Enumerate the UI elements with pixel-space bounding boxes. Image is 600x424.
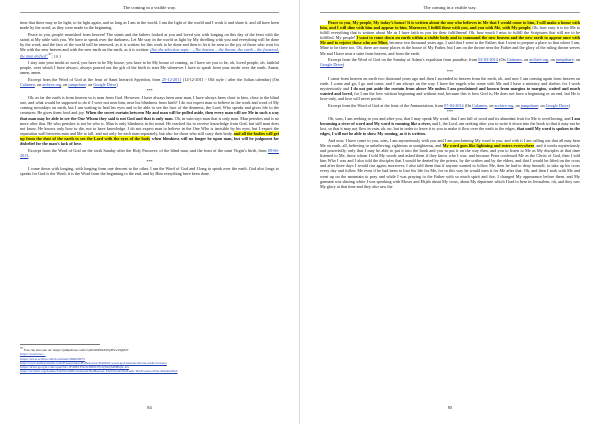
close-paren: ) (568, 102, 570, 108)
right-source-1 (320, 57, 580, 67)
sep: , on (34, 81, 43, 87)
source-1-text: Excerpt from the Word of God at the feast of Saint hierarch Spyridon, from (28, 76, 162, 82)
left-paragraph-5: I come down with longing, with longing from one descent to the other. I am the Word of God and I long to speak over the earth. God also longs to speaks for God is the Word; it is the Word from the beginning to the end, and by Him everything have been done. (20, 166, 279, 177)
para-4-text-2: , and it works mysteriously and powerfully, only that I may be able to put it into the book and you to put it on the way then, and you to listen to Me as My disciples at that time listened to Me, those whom I told My words and asked them if they know who I was, and because Peter confessed Me as the Christ of God, then I told him Who I was and I also told the disciples that I would be denied by the priests, by the scribes and by the elders, and that I would be lifted on the cross and after three days I would rise again; moreover, I also told them that if anyone wanted to follow Me, then he had to deny himself, to take up his cross every day and follow Me even if he had been to lose his life for Me, for in this way he would earn it for Me after that. Oh, and then I took with Me and went up on the mountain to pray and while I was praying to the Father with so much spirit and fire, I changed My appearance before them, and My garment was shining white I was speaking with Moses and Elijah about My cross, about My departure which I had to bear in Jerusalem, oh, and they saw My glory at that time and they also saw the (320, 143, 581, 189)
para-4-text: And now, I have come to you, sons, I am mysteriously with you and I am proclaiming My word to you, and with it I am calling out that all may hear Me on earth, all, believing or unbelieving, righteous or unrighteous, and (320, 137, 580, 149)
archive-link[interactable]: archive.org (42, 81, 62, 87)
footnote-link[interactable]: https://youtu.be/... (20, 352, 46, 357)
sep: , on (61, 81, 69, 87)
sep: , on (521, 57, 530, 63)
date-link-02-03-2014[interactable]: 02-03-2014 (478, 57, 498, 63)
footnote-link[interactable]: https://www.scribd.com/document/396620975 (20, 356, 85, 361)
para-3-text: Oh, sons, I am seeking to you and after you, that I may speak My word, that I am full of word and its abundant fruit for Me is overflowing, and (328, 116, 572, 122)
right-paragraph-1 (320, 20, 580, 56)
right-source-2 (320, 103, 580, 108)
source-2-text: Excerpt from the Word of God on the sixth Sunday after the Holy Passover, of the blind man, and the feast of the saint Virgin’s birth, from (28, 147, 268, 153)
source-1-text: Excerpt from the Word of God on the Sunday of Adam’s expulsion from paradise, from (328, 57, 479, 63)
sep: , on (513, 102, 521, 108)
para-4-highlight: and all the bodies will get up from the dust of the earth to see the Lord with the eyes of the body (20, 130, 279, 141)
footnote-rule (20, 344, 100, 345)
gdrive-link[interactable]: Google Drive (93, 81, 117, 87)
sep: ; on (538, 102, 546, 108)
left-running-header: The coming in a visible way. (20, 5, 279, 13)
right-paragraph-3 (320, 116, 580, 136)
para-4-bold-2: when blindness will no longer be upon man, but will be judgment for disbelief for the man’s lack of love. (20, 135, 279, 147)
para-4-bold: When the secret curtain between Me and man will be pulled aside, then every man will see Me in such a way that man may be able to see the One Whom they said is not God and that is only man. (20, 110, 279, 121)
footnotes (20, 344, 279, 373)
left-paragraph-2 (20, 32, 279, 59)
date-link-09-06-2013[interactable]: 09-06-2013 (20, 147, 279, 158)
para-2-end: for I am the love without beginning and without end, because this is how God is; He does not have a beginning or an end, but He is love-only, and love will never perish. (320, 91, 580, 102)
gdrive-link[interactable]: Google Drive (545, 102, 569, 108)
left-source-2 (20, 148, 279, 158)
footnote-ref-37[interactable]: 37 (48, 51, 52, 56)
separator-stars: *** (446, 68, 454, 74)
para-1-highlight: Peace to you, My people, My today’s house! It is written about the one who believes in Me that I would come to him, I will make a house with him, and I will dine with him and appear to him. Moreover, I fulfill these with you, and you with Me, with My people. (320, 20, 580, 31)
footnote-link[interactable]: https://drive.google.com/open?id=1F49EeT5feXJ0BJCFjOgIvhgMhHhjR-4N (20, 364, 129, 369)
calameo-link[interactable]: Calameo (506, 57, 522, 63)
jumpshare-link[interactable]: jumpshare (555, 57, 574, 63)
separator-stars: *** (146, 159, 153, 165)
right-paragraph-4 (320, 138, 580, 189)
close-paren: ) (116, 81, 118, 87)
para-4-highlight: My word goes like lightning and enters everywhere (442, 143, 535, 149)
para-1-end: because two thousand years ago, I said that I went to the Father; that I went to prepare a place so that where I am, Mine to be there too. Oh, there are many places in the house of My Father, but I am on the throne near the Father and the glory of the ruling throne serves Me and I have near a suite from heaven, and from the earth. (320, 40, 580, 56)
date-link-25-12-2011[interactable]: 25-12-2011 (161, 76, 182, 82)
jumpshare-link[interactable]: jumpshare (520, 102, 539, 108)
left-paragraph-2-text: Peace to you, people nourished from heaven! The saints and the fathers looked at you and loved you with longing on this day of the feast with the saints at My table with you. We have to speak over the darkness. Let Me stay in the world as light by My dwelling with you and everything will be done by the word, and the face of the world will be renewed, as it is written for this work to be done and then to let it be seen to the joy of those who wait for Me with the new heaven and with the new earth on the earth, as it is written. (20, 31, 279, 52)
source-1-mid: (On (497, 57, 507, 63)
footnote-mark: 37 (20, 346, 23, 350)
source-2-mid: (On (463, 102, 473, 108)
see-topic-label: (See the selection topic : (150, 46, 193, 52)
left-paragraph-3: I stay into your midst as word, you have to be My house, you have to be My house of coming, as I have set you to be, oh, loved people, oh, faithful people, over which I have always, always poured out the gift of the birth to start Me whenever I have to speak from your midst over the earth. Amen, amen, amen. (20, 59, 279, 76)
para-3-bold: I am becoming a river of word and My word is running like a river, (320, 116, 580, 127)
para-2-text: I came from heaven on earth two thousand years ago and then I ascended in heaven from the earth, oh, and now I am coming again from heaven on earth. I come and go, I go and come, and I am always on the way. I have the angels who come with Me and I have a ministry and shelter, for I work mysteriously and (320, 75, 580, 91)
para-1-highlight-2: I want to come down on earth within a visible body and to command the new heaven and the new earth to appear once with Me and to rejoice those who are Mine, (320, 35, 580, 46)
sep: ; on (85, 81, 94, 87)
right-page (300, 0, 600, 424)
source-1-mid: (12-12-2011 - Old style / after the Julian calendar) (On (181, 76, 279, 82)
footnote-link[interactable]: http://www.authorstream.com/Presentation/ByBeloved-3549916-word-god-heaven-throne-earth-footstoo (20, 360, 167, 365)
sep: , on (487, 102, 495, 108)
topic-close: ; r.n.) (51, 53, 61, 59)
footnote-text: You can also see on: https://jumpshare.com/v/qOOiriPbhXWpHvwZQhD7 (22, 348, 129, 353)
date-link-07-04-2014[interactable]: 07-04-2014 (444, 102, 464, 108)
separator-stars: *** (146, 88, 153, 94)
left-page-number: 84 (147, 405, 152, 410)
footnote-link[interactable]: https://archive.org/details/TheWordOfGodAboutTheHeaven-TheThroneTheEarth-TheFootstoolThe-ManDeified (20, 369, 178, 374)
close-paren: ) (342, 62, 345, 68)
para-4-text: Oh, as far the earth is from heaven so is man from God. However, I have always been near man, I have always been close to him, close to the blind one, and what would be supposed to do if I were not near him, near his blindness from birth? I do not expect man to believe in the work and word of My coming nowadays on earth, but I am waiting to heal his eyes and to be able to see the face of the dearness, the Lord, Who speaks and gives life to the creatures: He gives them food and joy. (20, 95, 279, 116)
para-3-text-2: and I, the Lord, am seeking after you to write it down into the book so that it may not be lost, so that it may not flow in vain, oh, no, but in order to leave it to you to make it flow over the earth to the edges, (320, 121, 580, 132)
right-running-header: The coming in a visible way. (320, 5, 580, 13)
left-page-body (20, 20, 279, 176)
gdrive-link[interactable]: Google Drive (320, 62, 343, 68)
right-paragraph-2 (320, 76, 580, 101)
sep: ; on (573, 57, 581, 63)
source-2-post: . (28, 152, 30, 158)
source-2-text: Excerpt from the Word of God at the feast of the Annunciation, from (328, 102, 445, 108)
para-2-bold: I do not put aside the curtain from above Me unless I am proclaimed and known from margins to margins, waited and much wanted and loved, (320, 85, 580, 96)
jumpshare-link[interactable]: jumpshare (68, 81, 86, 87)
separator-stars: *** (446, 109, 454, 115)
sep: , on (548, 57, 556, 63)
archive-link[interactable]: archive.org (529, 57, 549, 63)
left-paragraph-1: time that there may to be light, to be light again, and as long as I am in the world, I am the light of the world and I work it and share it, and all have been made by the word, as they were made in the beginning. (20, 20, 279, 31)
calameo-link[interactable]: Calameo (472, 102, 488, 108)
calameo-link[interactable]: Calameo (20, 81, 35, 87)
right-page-number: 85 (447, 405, 453, 410)
para-1-text: Oh, how easy it is for Me to fulfill everything that is written about Me as I have faith in you for their fulfillment! Oh, how much I miss to fulfill the Scriptures that still are to be fulfilled, My people! (320, 25, 580, 41)
topic-link[interactable]: „The heaven – the throne, the earth – the footstool, the man deified” (20, 46, 280, 59)
para-3-bold-2: that until My word is spoken to the edges, I will not be able to show My coming, as it is written. (320, 126, 580, 137)
left-source-1 (20, 77, 279, 87)
right-page-body (320, 20, 580, 189)
left-paragraph-4 (20, 95, 279, 146)
para-4-text-2: Oh, in vain says man that is only man. Man perishes and is no more after that. He who perishes is not he who is. Man is only blindness in his mind. He reached his to receive knowledge from God, but still man does not know. He knows only how to die, not to have knowledge. I do not expect man to believe in the One Who is invisible by his eyes, but I expect the separation wall between man and Me to fall, and not only for each man separately, but also for those who still carry their body, (20, 115, 279, 136)
archive-link[interactable]: archive.org (494, 102, 514, 108)
